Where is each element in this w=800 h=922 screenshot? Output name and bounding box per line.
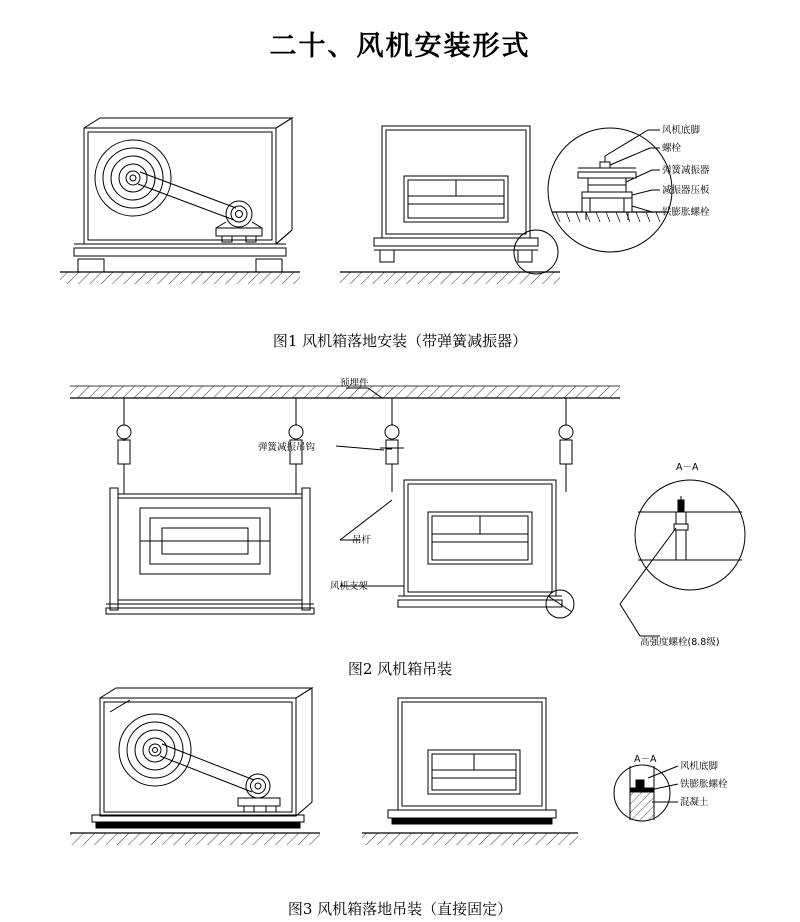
figure-1-detail-circle [548,128,672,252]
figure-1-caption: 图1 风机箱落地安装（带弹簧减振器） [272,332,528,350]
fig2-callout-1: 弹簧减振吊钩 [258,442,316,453]
page-title: 二十、风机安装形式 [269,31,531,62]
figure-3-side-view [70,688,320,845]
figure-2-leaders [336,388,404,586]
fig1-callout-0: 风机底脚 [662,125,701,136]
fig2-callout-4: 高强度螺栓(8.8级) [640,637,720,648]
figure-2-detail-circle [620,480,745,636]
fig1-callout-2: 弹簧减振器 [662,165,710,176]
fig2-callout-3: 风机支架 [330,581,369,592]
figure-1-front-view [340,126,560,284]
fig1-callout-1: 螺栓 [662,143,682,154]
figure-2-caption: 图2 风机箱吊装 [347,660,453,678]
figure-2-side-view [106,398,314,614]
fig3-callout-2: 铁膨胀螺栓 [680,779,728,790]
figure-3-detail-circle [614,765,678,821]
fig3-callout-0: A－A [634,754,657,765]
figure-1-side-view [60,118,300,284]
fig1-callout-4: 铁膨胀螺栓 [662,207,710,218]
figure-3-caption: 图3 风机箱落地吊装（直接固定） [287,900,513,918]
fig2-callout-5: A－A [676,462,699,473]
fig1-callout-3: 减振器压板 [662,185,710,196]
fig3-callout-1: 风机底脚 [680,761,719,772]
figure-2-front-view [385,398,574,618]
fig2-callout-0: 预埋件 [340,378,369,389]
figure-3-front-view [362,698,578,845]
fig3-callout-3: 混凝土 [680,797,709,808]
fig2-callout-2: 吊杆 [352,535,372,546]
